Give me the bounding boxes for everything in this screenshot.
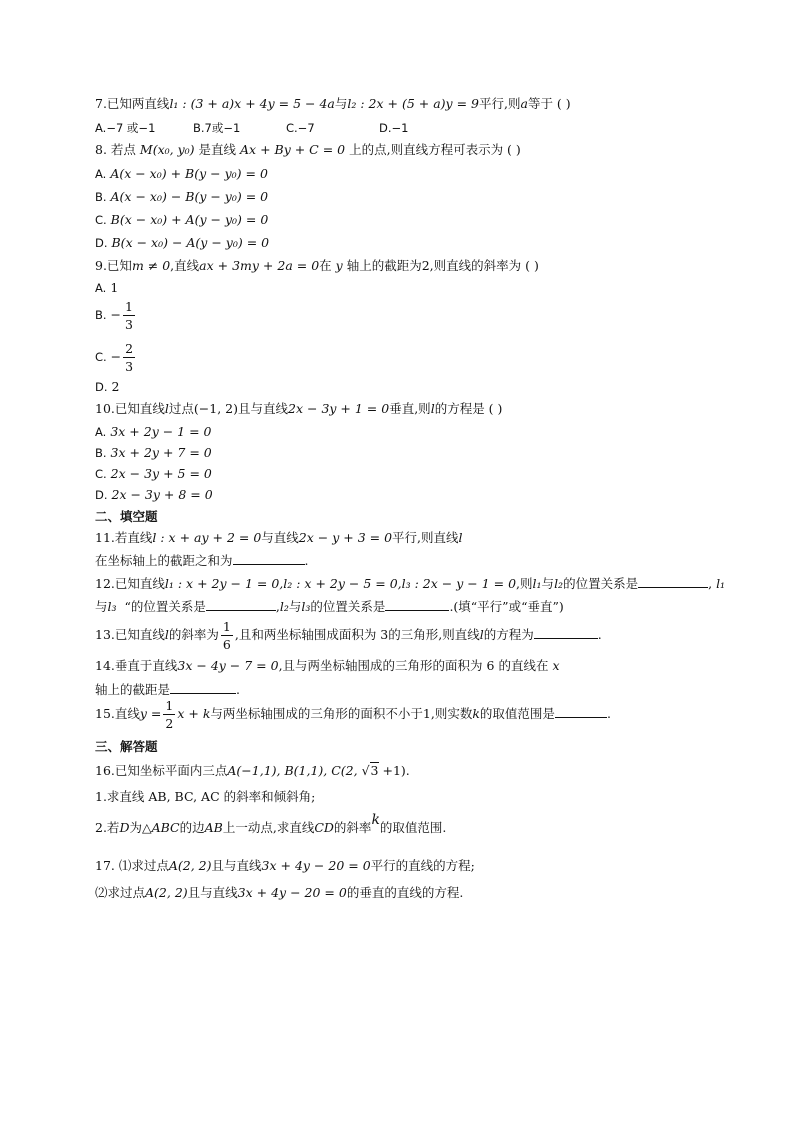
q16-sub2-cd: CD — [314, 820, 334, 835]
section-solve-heading: 三、解答题 — [95, 739, 158, 754]
q12-pair1b: l₂ — [554, 576, 564, 591]
q12-answer-blank-2[interactable] — [206, 598, 276, 611]
q11-line1: l : x + ay + 2 = 0 — [152, 530, 262, 545]
q10-option-c — [95, 466, 212, 482]
q9-text-c: 在 — [319, 258, 332, 273]
q13-den: 6 — [222, 637, 231, 652]
q17-p1-text-c: 平行的直线的方程; — [370, 858, 475, 873]
q7-var: a — [520, 96, 528, 111]
q17-p2-line: 3x + 4y − 20 = 0 — [237, 885, 347, 900]
q12-yu: 与 — [95, 599, 108, 614]
q8-option-b-label: B. — [95, 190, 107, 204]
q11-line2: 2x − y + 3 = 0 — [298, 530, 393, 545]
q16-sqrt: 3 — [370, 763, 379, 778]
q17-part2 — [95, 885, 463, 901]
q11-text-b: 与直线 — [261, 530, 299, 545]
q9-text-d: 轴上的截距为2,则直线的斜率为 ( ) — [346, 258, 539, 273]
q10-option-b — [95, 445, 212, 461]
q7-text-a: 7.已知两直线 — [95, 96, 170, 111]
q12-text-b: ,则 — [516, 576, 533, 591]
q10-var-2: l — [430, 401, 435, 416]
q8-option-c — [95, 212, 268, 228]
q14-axis: x — [552, 658, 560, 673]
q16-sub2-text-e: 上一动点,求直线 — [222, 820, 315, 835]
q13-answer-blank[interactable] — [534, 626, 598, 639]
q13-text-b: 的斜率为 — [168, 627, 219, 642]
q7-line1: l₁ : (3 + a)x + 4y = 5 − 4a — [169, 96, 335, 111]
q9-option-c-den: 3 — [125, 359, 134, 374]
q16-points-end: +1) — [378, 763, 406, 778]
q11-line-2 — [95, 552, 309, 569]
q10-option-a-eq: 3x + 2y − 1 = 0 — [110, 424, 212, 439]
q14-line-2 — [95, 681, 240, 698]
q14-answer-blank[interactable] — [170, 681, 236, 694]
q9-text-a: 9.已知 — [95, 258, 132, 273]
q8-text-c: 上的点,则直线方程可表示为 ( ) — [349, 142, 521, 157]
q9-text-b: ,直线 — [170, 258, 200, 273]
q11-text-c: 平行,则直线 — [392, 530, 459, 545]
q9-option-d-label: D. — [95, 380, 108, 394]
q17-p1-text-b: 且与直线 — [211, 858, 262, 873]
q7-text-b: 与 — [334, 96, 348, 111]
q10-option-b-label: B. — [95, 446, 107, 460]
q10-option-c-eq: 2x − 3y + 5 = 0 — [110, 466, 212, 481]
q16-sub2-text-f: 的斜率 — [333, 820, 372, 835]
q7-text-d: 等于 ( ) — [527, 96, 571, 111]
q14-text-b: ,且与两坐标轴围成的三角形的面积为 6 的直线在 — [278, 658, 549, 673]
q10-option-b-eq: 3x + 2y + 7 = 0 — [110, 445, 212, 460]
q17-part1 — [95, 858, 475, 874]
q8-option-b — [95, 189, 268, 205]
q16-points: A(−1,1), B(1,1), C(2, — [227, 763, 362, 778]
q7-option-d: D.−1 — [379, 121, 409, 135]
q8-option-d-eq: B(x − x₀) − A(y − y₀) = 0 — [111, 235, 270, 250]
q12-answer-blank-3[interactable] — [385, 598, 449, 611]
q9-option-d-value: 2 — [111, 379, 120, 394]
q10-option-d-eq: 2x − 3y + 8 = 0 — [111, 487, 213, 502]
q9-option-b-fraction — [123, 298, 135, 333]
q9-option-b — [95, 298, 137, 333]
q13-var-2: l — [479, 627, 484, 642]
q15-text-b: 与两坐标轴围成的三角形的面积不小于1,则实数 — [210, 706, 473, 721]
q12-pair1: l₁ — [532, 576, 542, 591]
q16-sub2-triangle: ABC — [151, 820, 180, 835]
q9-line: ax + 3my + 2a = 0 — [199, 258, 320, 273]
q15-rhs: x + k — [177, 706, 211, 721]
q7-option-a: A.−7 或−1 — [95, 121, 156, 135]
q16-sub2-ab: AB — [204, 820, 223, 835]
q9-option-a-label: A. — [95, 281, 107, 295]
q9-option-b-sign: − — [110, 307, 122, 322]
q9-axis: y — [335, 258, 343, 273]
q16-text-a: 16.已知坐标平面内三点 — [95, 763, 228, 778]
q12-end: .(填“平行”或“垂直”) — [449, 599, 564, 614]
q9-option-b-label: B. — [95, 308, 107, 322]
q9-option-c-label: C. — [95, 350, 107, 364]
q13-slope-fraction — [221, 618, 233, 653]
q16-sub2-text-c: 的边 — [179, 820, 205, 835]
q15-text-a: 15.直线 — [95, 706, 140, 721]
q14-line: 3x − 4y − 7 = 0 — [177, 658, 279, 673]
q16-end: . — [405, 763, 410, 778]
q12-line-2 — [95, 598, 564, 615]
q16-sub2-text-g: 的取值范围. — [379, 820, 447, 835]
q9-option-c-num: 2 — [125, 341, 134, 356]
q8-point: M(x₀, y₀) — [139, 142, 195, 157]
q10-line: 2x − 3y + 1 = 0 — [288, 401, 390, 416]
q8-option-d — [95, 235, 269, 251]
q11-answer-blank[interactable] — [233, 552, 305, 565]
q17-p2-text-a: ⑵求过点 — [95, 885, 146, 900]
q8-option-b-eq: A(x − x₀) − B(y − y₀) = 0 — [110, 189, 269, 204]
q12-text-f: 的位置关系是 — [310, 599, 386, 614]
q10-option-a — [95, 424, 212, 440]
q11-var: l — [458, 530, 463, 545]
q11-text-a: 11.若直线 — [95, 530, 153, 545]
q9-option-d — [95, 379, 119, 395]
q11-text-d: 在坐标轴上的截距之和为 — [95, 553, 233, 568]
q16-sub2 — [95, 812, 447, 836]
q15-answer-blank[interactable] — [555, 705, 607, 718]
q8-text-a: 8. 若点 — [95, 142, 136, 157]
q10-point: (−1, 2) — [193, 401, 238, 416]
q15-fraction — [163, 697, 175, 732]
q8-option-a — [95, 166, 268, 182]
q9-option-b-den: 3 — [125, 317, 133, 332]
q10-option-d-label: D. — [95, 488, 108, 502]
q9-option-b-num: 1 — [125, 299, 133, 314]
q11-stem — [95, 530, 463, 546]
q13-end: . — [597, 627, 602, 642]
q10-var: l — [164, 401, 169, 416]
q10-option-a-label: A. — [95, 425, 107, 439]
q14-end: . — [236, 682, 240, 697]
q15-end: . — [606, 706, 611, 721]
q17-p2-text-c: 的垂直的直线的方程. — [346, 885, 464, 900]
q16-sub2-text-a: 2.若 — [95, 820, 120, 835]
q15-stem — [95, 697, 611, 732]
q13-num: 1 — [222, 619, 231, 634]
q12-answer-blank-1[interactable] — [638, 575, 708, 588]
q17-p1-text-a: 17. ⑴求过点 — [95, 858, 169, 873]
q12-l1: l₁ — [716, 576, 726, 591]
q10-text-a: 10.已知直线 — [95, 401, 165, 416]
q8-option-a-eq: A(x − x₀) + B(y − y₀) = 0 — [110, 166, 268, 181]
q8-option-a-label: A. — [95, 167, 107, 181]
q16-sub2-d: D — [119, 820, 130, 835]
q12-text-c: 与 — [541, 576, 555, 591]
q7-text-c: 平行,则 — [479, 96, 521, 111]
q7-option-c: C.−7 — [286, 121, 315, 135]
q12-l2: l₂ — [279, 599, 289, 614]
q9-option-c-fraction — [123, 340, 135, 375]
q9-option-c-sign: − — [110, 349, 122, 364]
q8-option-c-label: C. — [95, 213, 107, 227]
q13-text-c: ,且和两坐标轴围成面积为 3的三角形,则直线 — [234, 627, 480, 642]
q7-option-b: B.7或−1 — [193, 121, 241, 135]
q12-text-a: 12.已知直线 — [95, 576, 165, 591]
q8-text-b: 是直线 — [198, 142, 237, 157]
q8-line: Ax + By + C = 0 — [240, 142, 346, 157]
q8-option-c-eq: B(x − x₀) + A(y − y₀) = 0 — [110, 212, 269, 227]
q8-option-d-label: D. — [95, 236, 108, 250]
q10-text-d: 垂直,则 — [389, 401, 431, 416]
q17-p2-point: A(2, 2) — [145, 885, 188, 900]
q13-var: l — [164, 627, 169, 642]
q12-comma-2: , — [275, 599, 280, 614]
q16-sub2-text-b: 为△ — [129, 820, 152, 835]
q9-option-a — [95, 280, 118, 296]
q13-text-a: 13.已知直线 — [95, 627, 165, 642]
q10-stem — [95, 401, 502, 417]
q17-p2-text-b: 且与直线 — [187, 885, 238, 900]
q9-option-c — [95, 340, 137, 375]
q16-sub2-k: k — [371, 812, 380, 828]
q12-text-d: 的位置关系是 — [563, 576, 639, 591]
q10-option-c-label: C. — [95, 467, 107, 481]
q11-end: . — [304, 553, 309, 568]
q14-text-c: 轴上的截距是 — [95, 682, 171, 697]
q10-text-c: 且与直线 — [238, 401, 289, 416]
q12-comma: , — [708, 576, 713, 591]
q9-stem — [95, 258, 539, 274]
q12-stem — [95, 575, 725, 592]
q13-text-d: 的方程为 — [483, 627, 534, 642]
q15-lhs: y = — [139, 706, 162, 721]
q13-stem — [95, 618, 602, 653]
q15-den: 2 — [165, 716, 174, 731]
section-fill-blank-heading: 二、填空题 — [95, 509, 158, 524]
q14-text-a: 14.垂直于直线 — [95, 658, 178, 673]
q12-yu-2: 与 — [288, 599, 302, 614]
q16-stem: 16.已知坐标平面内三点A(−1,1), B(1,1), C(2, √3 +1). — [95, 763, 410, 778]
q8-stem — [95, 142, 521, 158]
q12-text-e: “的位置关系是 — [124, 599, 206, 614]
q14-stem — [95, 658, 560, 674]
q16-sub1: 1.求直线 AB, BC, AC 的斜率和倾斜角; — [95, 789, 316, 804]
q10-text-e: 的方程是 ( ) — [434, 401, 503, 416]
q15-var: k — [472, 706, 480, 721]
q17-p1-point: A(2, 2) — [168, 858, 212, 873]
q10-text-b: 过点 — [168, 401, 194, 416]
q12-l3b: l₃ — [301, 599, 311, 614]
q10-option-d — [95, 487, 213, 503]
q12-l3: l₃ — [107, 599, 117, 614]
q9-cond: m ≠ 0 — [131, 258, 171, 273]
q15-num: 1 — [165, 698, 174, 713]
q7-stem — [95, 96, 571, 112]
q7-line2: l₂ : 2x + (5 + a)y = 9 — [347, 96, 479, 111]
q12-lines: l₁ : x + 2y − 1 = 0,l₂ : x + 2y − 5 = 0,l₃ : 2x − y − 1 = 0 — [164, 576, 517, 591]
q17-p1-line: 3x + 4y − 20 = 0 — [261, 858, 371, 873]
q15-text-c: 的取值范围是 — [479, 706, 555, 721]
q7-options — [95, 120, 408, 136]
q9-option-a-value: 1 — [110, 280, 119, 295]
